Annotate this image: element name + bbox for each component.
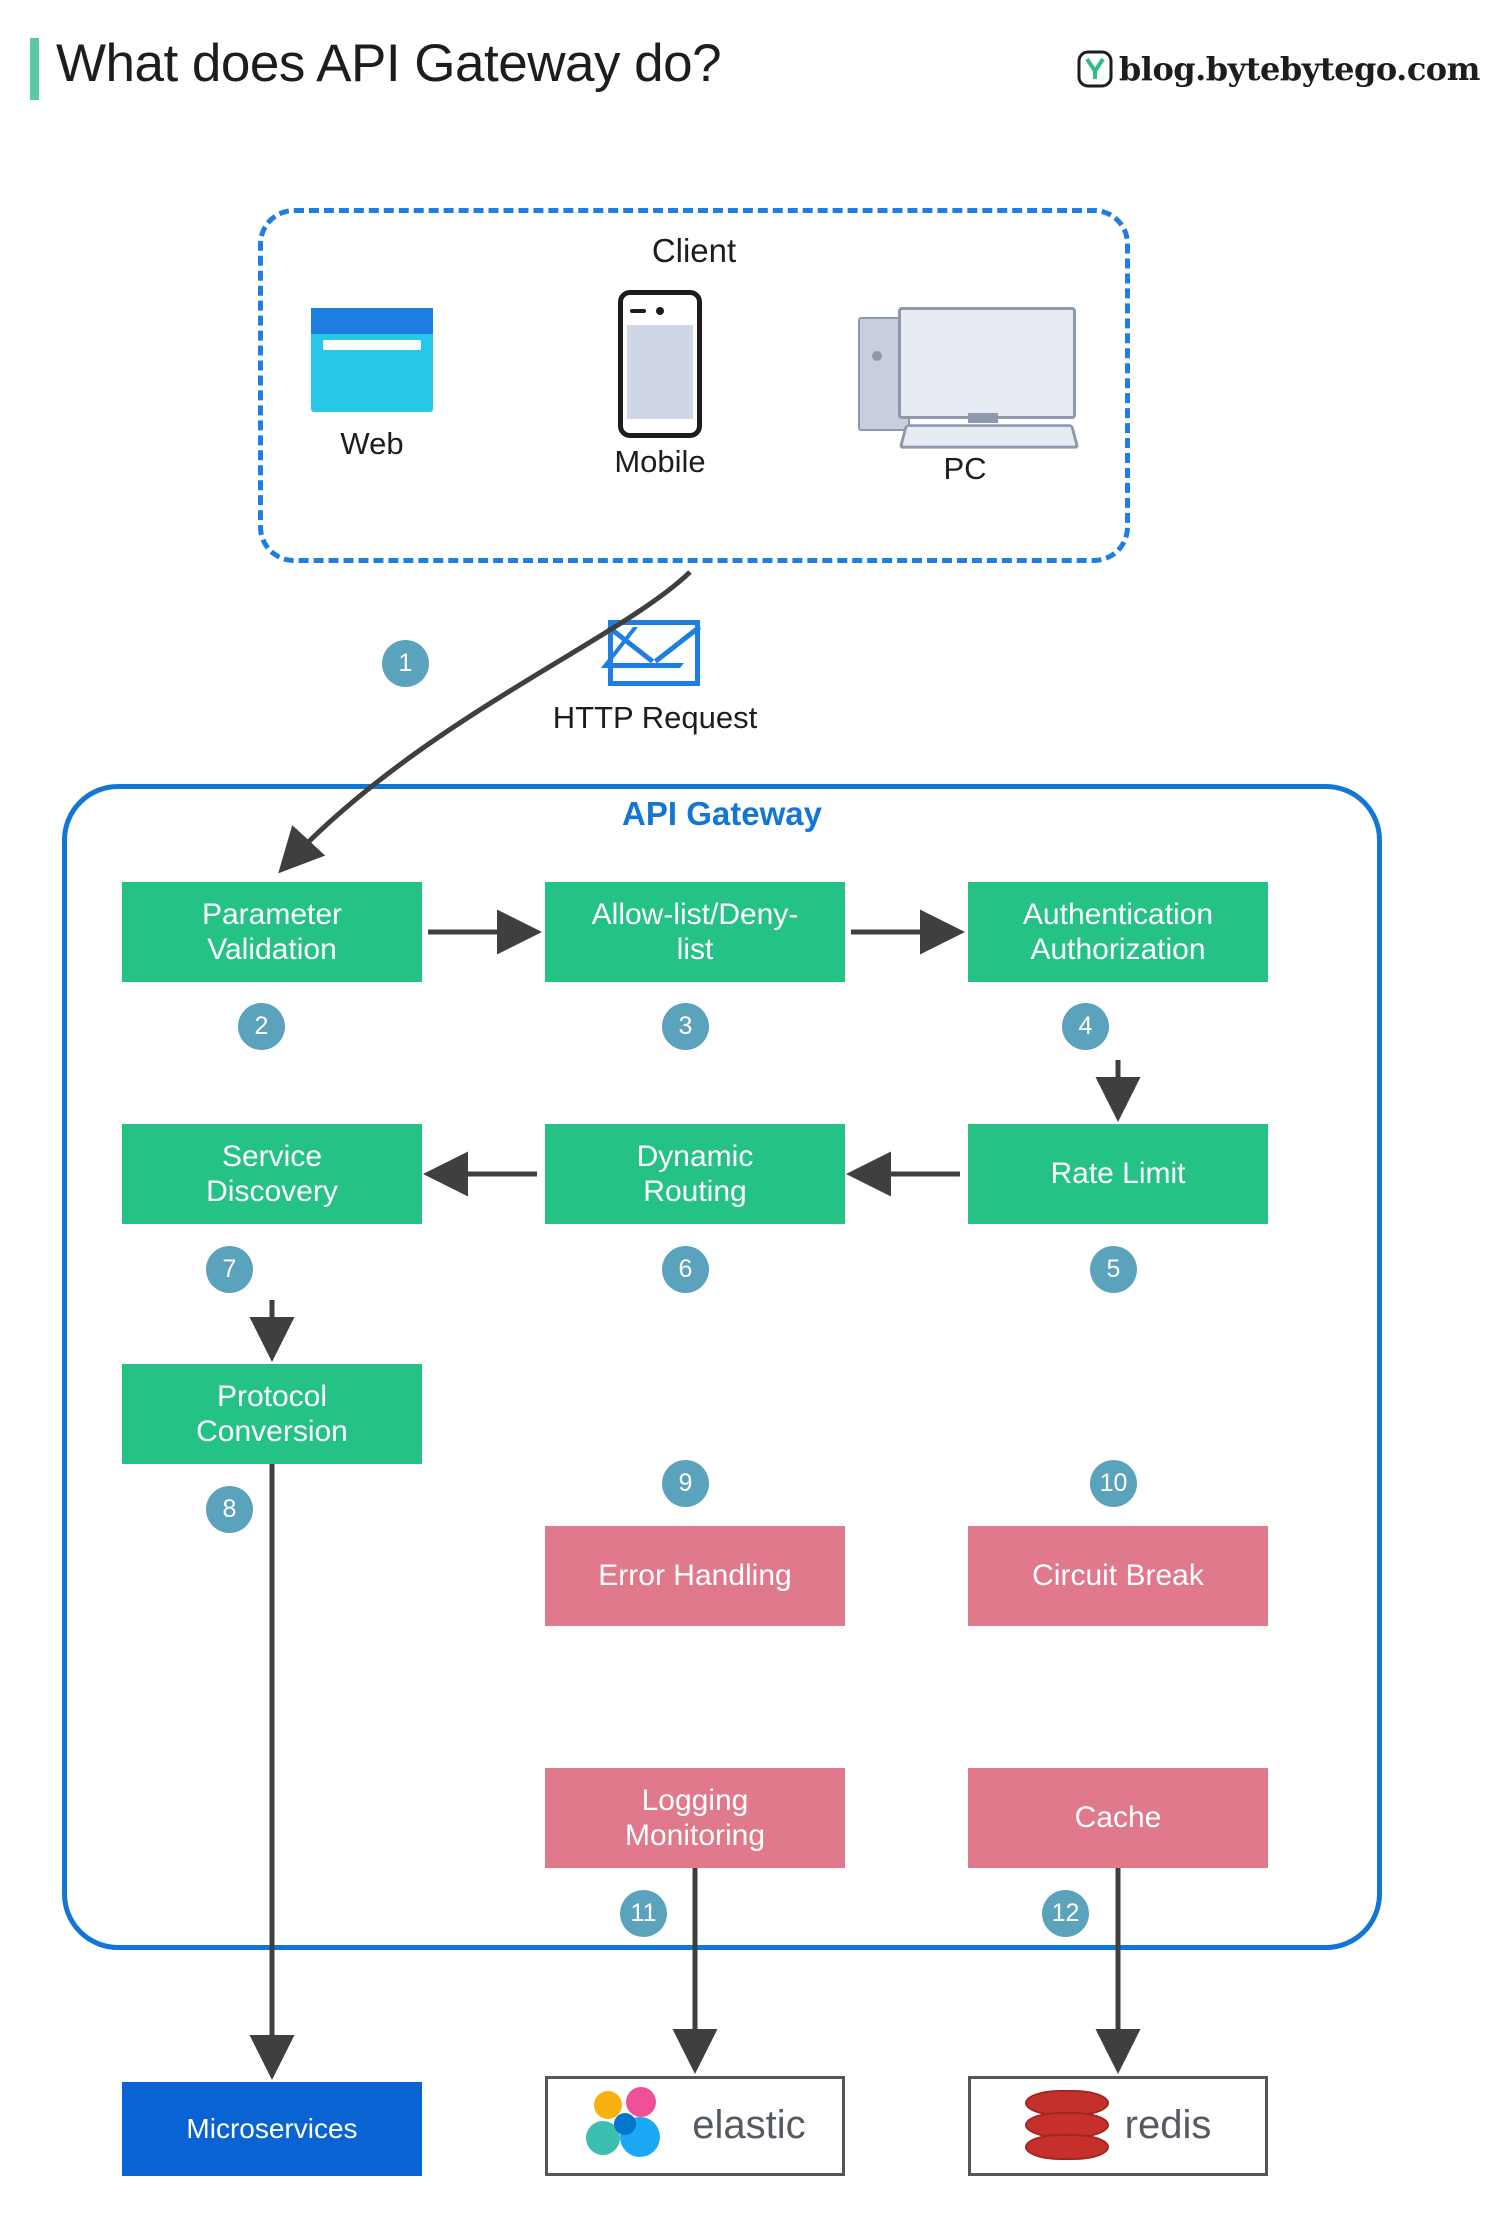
- elastic-logo-icon: [584, 2087, 676, 2165]
- redis-logo-icon: [1025, 2090, 1109, 2162]
- device-mobile-label: Mobile: [614, 444, 706, 479]
- device-mobile: [540, 290, 780, 480]
- step-badge-11: 11: [620, 1890, 667, 1937]
- title-accent-bar: [30, 38, 39, 100]
- node-authentication-authorization[interactable]: [968, 882, 1268, 982]
- node-allow-deny-list[interactable]: [545, 882, 845, 982]
- node-authentication-authorization-label: Authentication Authorization: [1022, 897, 1214, 966]
- node-logging-monitoring-label: Logging Monitoring: [624, 1783, 766, 1852]
- step-badge-9: 9: [662, 1460, 709, 1507]
- desktop-computer-icon: [858, 305, 1073, 445]
- node-protocol-conversion[interactable]: [122, 1364, 422, 1464]
- node-dynamic-routing-label: Dynamic Routing: [636, 1139, 754, 1208]
- backend-redis-label: redis: [1124, 2103, 1212, 2148]
- node-rate-limit-label: Rate Limit: [1050, 1157, 1186, 1191]
- node-error-handling-label: Error Handling: [598, 1559, 792, 1593]
- browser-window-icon: [303, 300, 441, 420]
- node-circuit-break[interactable]: [968, 1526, 1268, 1626]
- node-service-discovery-label: Service Discovery: [206, 1139, 338, 1208]
- device-web-label: Web: [340, 426, 404, 461]
- backend-microservices-label: Microservices: [186, 2113, 358, 2145]
- node-cache[interactable]: [968, 1768, 1268, 1868]
- step-badge-10: 10: [1090, 1460, 1137, 1507]
- node-service-discovery[interactable]: [122, 1124, 422, 1224]
- backend-redis[interactable]: [968, 2076, 1268, 2176]
- api-gateway-title: API Gateway: [622, 795, 822, 832]
- client-label: Client: [651, 232, 737, 269]
- node-circuit-break-label: Circuit Break: [1032, 1559, 1204, 1593]
- step-badge-8: 8: [206, 1486, 253, 1533]
- step-badge-1: 1: [382, 640, 429, 687]
- node-parameter-validation-label: Parameter Validation: [201, 897, 343, 966]
- backend-microservices[interactable]: [122, 2082, 422, 2176]
- node-protocol-conversion-label: Protocol Conversion: [196, 1379, 348, 1448]
- node-error-handling[interactable]: [545, 1526, 845, 1626]
- device-pc: [845, 305, 1085, 487]
- bytebytego-logo-icon: [1077, 50, 1113, 88]
- envelope-icon: [608, 620, 700, 686]
- brand: [1077, 50, 1480, 88]
- node-cache-label: Cache: [1074, 1801, 1162, 1835]
- step-badge-6: 6: [662, 1246, 709, 1293]
- page-title: What does API Gateway do?: [56, 34, 722, 93]
- step-badge-7: 7: [206, 1246, 253, 1293]
- node-allow-deny-list-label: Allow-list/Deny- list: [591, 897, 799, 966]
- brand-text: blog.bytebytego.com: [1118, 50, 1480, 88]
- backend-elastic-label: elastic: [692, 2103, 806, 2148]
- http-request-label: HTTP Request: [552, 700, 758, 735]
- step-badge-4: 4: [1062, 1003, 1109, 1050]
- device-pc-label: PC: [943, 451, 987, 486]
- step-badge-3: 3: [662, 1003, 709, 1050]
- step-badge-5: 5: [1090, 1246, 1137, 1293]
- step-badge-2: 2: [238, 1003, 285, 1050]
- backend-elastic[interactable]: [545, 2076, 845, 2176]
- node-rate-limit[interactable]: [968, 1124, 1268, 1224]
- device-web: [252, 300, 492, 462]
- node-dynamic-routing[interactable]: [545, 1124, 845, 1224]
- smartphone-icon: [618, 290, 702, 438]
- step-badge-12: 12: [1042, 1890, 1089, 1937]
- node-parameter-validation[interactable]: [122, 882, 422, 982]
- node-logging-monitoring[interactable]: [545, 1768, 845, 1868]
